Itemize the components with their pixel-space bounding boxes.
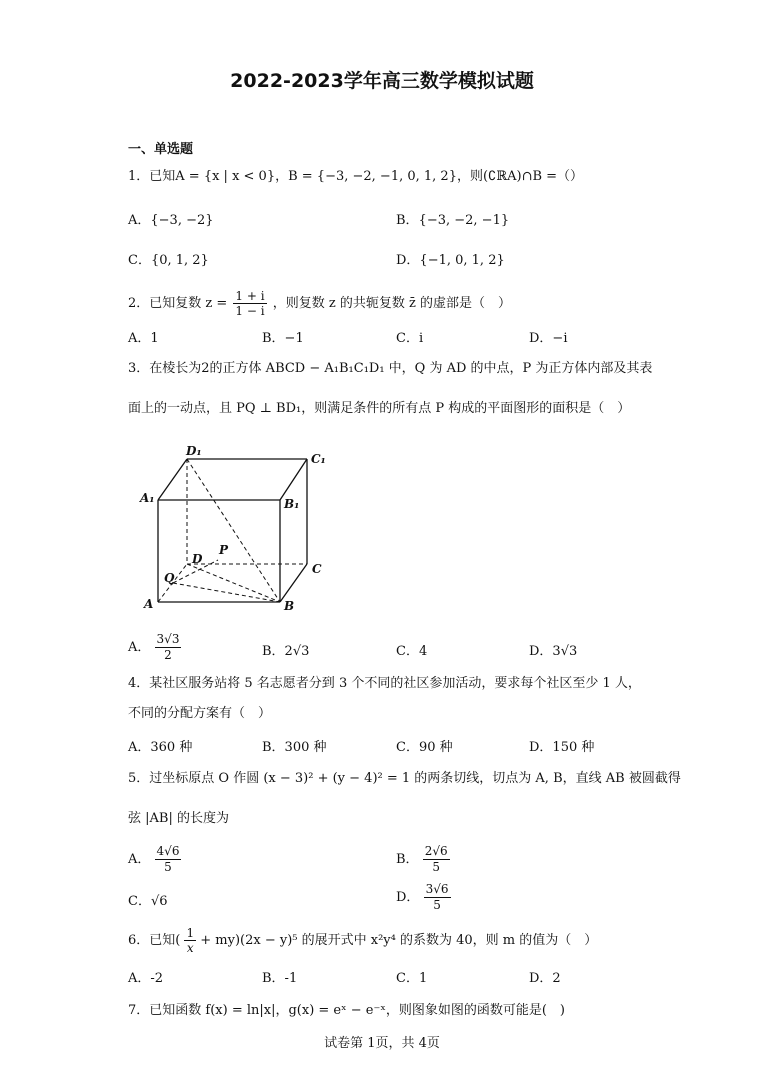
label-p: P	[219, 543, 229, 557]
q2-denominator: 1 − i	[235, 304, 265, 318]
q1-option-c: C．{0, 1, 2}	[128, 253, 209, 268]
q1-option-a: A．{−3, −2}	[128, 213, 214, 228]
q2-option-d: D．−i	[529, 331, 568, 346]
q5-option-b-numerator: 2√6	[424, 844, 448, 858]
q5-option-d-denominator: 5	[433, 898, 441, 912]
q5-option-a-numerator: 4√6	[156, 844, 180, 858]
q3-option-a-denominator: 2	[164, 648, 172, 662]
q3-option-b: B．2√3	[262, 644, 310, 659]
q5-option-a-fraction	[155, 844, 182, 875]
q5-option-d	[396, 882, 451, 913]
q5-option-b-denominator: 5	[432, 860, 440, 874]
q4-option-c: C．90 种	[396, 740, 453, 755]
q2-option-c: C．i	[396, 331, 424, 346]
question-3-line1: 3．在棱长为2的正方体 ABCD − A₁B₁C₁D₁ 中，Q 为 AD 的中点，P 为正方体内部及其表	[128, 361, 653, 376]
q6-option-c: C．1	[396, 971, 428, 986]
question-5-line2: 弦 |AB| 的长度为	[128, 811, 229, 826]
q5-option-a	[128, 844, 181, 875]
label-d1: D₁	[186, 444, 202, 458]
q6-suffix: + my)(2x − y)⁵ 的展开式中 x²y⁴ 的系数为 40，则 m 的值为（ ）	[200, 933, 598, 948]
q2-prefix: 2．已知复数 z =	[128, 296, 228, 311]
q3-option-a-numerator: 3√3	[156, 632, 180, 646]
q6-option-d: D．2	[529, 971, 561, 986]
q6-option-b: B．-1	[262, 971, 298, 986]
question-3-line2: 面上的一动点，且 PQ ⊥ BD₁，则满足条件的所有点 P 构成的平面图形的面积是（ ）	[128, 401, 631, 416]
q3-option-d: D．3√3	[529, 644, 578, 659]
q2-option-b: B．−1	[262, 331, 304, 346]
q5-option-d-fraction	[424, 882, 451, 913]
q2-option-a: A．1	[128, 331, 159, 346]
q6-prefix: 6．已知(	[128, 933, 181, 948]
section-heading: 一、单选题	[128, 142, 194, 157]
q4-option-b: B．300 种	[262, 740, 327, 755]
question-2	[128, 289, 511, 318]
cube-figure	[130, 438, 340, 618]
q2-numerator: 1 + i	[235, 289, 265, 303]
q3-option-a-fraction	[155, 632, 182, 663]
q6-option-a: A．-2	[128, 971, 164, 986]
page-footer: 试卷第 1页，共 4页	[324, 1036, 440, 1051]
label-a: A	[144, 597, 154, 611]
label-b1: B₁	[284, 497, 300, 511]
question-6	[128, 926, 597, 955]
q5-option-a-label: A．	[128, 852, 151, 867]
label-b: B	[284, 599, 295, 613]
q6-fraction	[184, 926, 196, 955]
question-7: 7．已知函数 f(x) = ln|x|，g(x) = eˣ − e⁻ˣ，则图象如图的函数可能是( )	[128, 1003, 565, 1018]
question-4-line1: 4．某社区服务站将 5 名志愿者分到 3 个不同的社区参加活动，要求每个社区至少 1 人，	[128, 676, 641, 691]
q4-option-a: A．360 种	[128, 740, 193, 755]
q5-option-b-label: B．	[396, 852, 419, 867]
question-1: 1．已知A = {x | x < 0}，B = {−3, −2, −1, 0, 1, 2}，则(∁ℝA)∩B =（）	[128, 169, 584, 184]
q6-numerator: 1	[186, 926, 195, 940]
label-q: Q	[164, 571, 175, 585]
q4-option-d: D．150 种	[529, 740, 595, 755]
label-d: D	[192, 552, 203, 566]
q5-option-a-denominator: 5	[164, 860, 172, 874]
question-4-line2: 不同的分配方案有（ ）	[128, 706, 272, 721]
q5-option-d-numerator: 3√6	[425, 882, 449, 896]
label-c: C	[312, 562, 322, 576]
q3-option-a-label: A．	[128, 640, 151, 655]
q1-option-b: B．{−3, −2, −1}	[396, 213, 510, 228]
q5-option-c: C．√6	[128, 894, 168, 909]
label-c1: C₁	[311, 452, 326, 466]
label-a1: A₁	[140, 491, 155, 505]
q2-fraction	[233, 289, 266, 318]
q2-suffix: ，则复数 z 的共轭复数 z̄ 的虚部是（ ）	[272, 296, 511, 311]
q5-option-b	[396, 844, 450, 875]
q5-option-d-label: D．	[396, 890, 420, 905]
q5-option-b-fraction	[423, 844, 450, 875]
question-5-line1: 5．过坐标原点 O 作圆 (x − 3)² + (y − 4)² = 1 的两条切线，切点为 A, B，直线 AB 被圆截得	[128, 771, 681, 786]
q3-option-a	[128, 632, 181, 663]
q1-option-d: D．{−1, 0, 1, 2}	[396, 253, 505, 268]
q6-denominator: x	[186, 941, 194, 955]
page-title: 2022-2023学年高三数学模拟试题	[230, 70, 534, 92]
q3-option-c: C．4	[396, 644, 428, 659]
